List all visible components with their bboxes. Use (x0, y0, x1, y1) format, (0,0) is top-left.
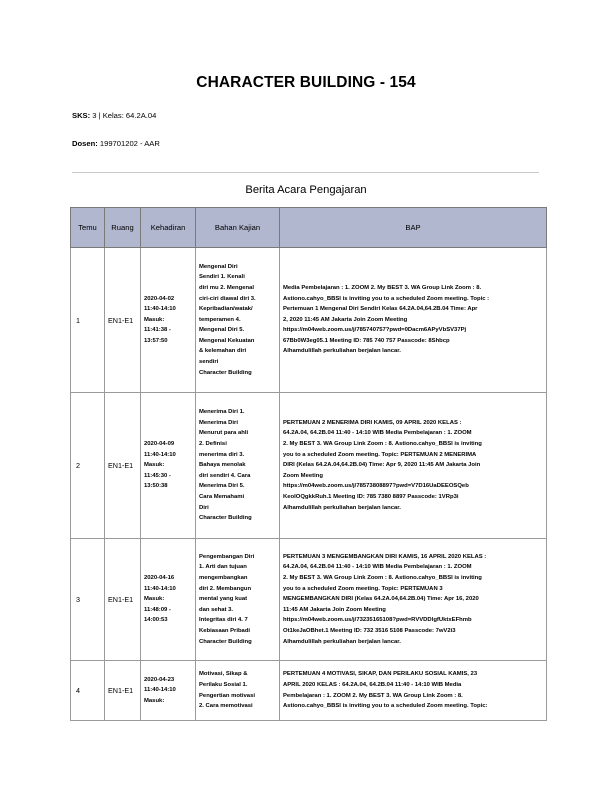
bahan-line: diri mu 2. Mengenal (199, 284, 254, 291)
cell-kehadiran (141, 661, 196, 721)
bahan-line: diri 2. Membangun (199, 585, 252, 592)
bahan-line: mental yang kuat (199, 596, 248, 603)
kehadiran-line: 14:00:53 (144, 617, 168, 624)
bap-line: Alhamdulillah perkuliahan berjalan lancar. (283, 504, 401, 511)
bap-line: Zoom Meeting (283, 472, 323, 479)
bap-line: 64.2A.04, 64.2B.04 11:40 - 14:10 WIB Media Pembelajaran : 1. ZOOM (283, 564, 472, 571)
cell-temu: 4 (71, 661, 105, 721)
bap-line: 2. My BEST 3. WA Group Link Zoom : 8. Astiono.cahyo_BBSI is inviting (283, 441, 482, 448)
table-row (71, 393, 547, 539)
bap-line: https://m04web.zoom.us/j/785740757?pwd=0Dacm6APyVbSV37Pj (283, 327, 467, 334)
kehadiran-line: 11:40-14:10 (144, 687, 176, 694)
bap-line: Astiono.cahyo_BBSI is inviting you to a scheduled Zoom meeting. Topic: (283, 703, 488, 710)
cell-ruang: EN1-E1 (105, 393, 141, 539)
bap-line: 67Bb0W3eg05.1 Meeting ID: 785 740 757 Passcode: 8Shbcp (283, 337, 450, 344)
bap-line: DIRI (Kelas 64.2A.04,64.2B.04) Time: Apr 9, 2020 11:45 AM Jakarta Join (283, 462, 481, 469)
cell-ruang: EN1-E1 (105, 539, 141, 661)
bap-line: Media Pembelajaran : 1. ZOOM 2. My BEST 3. WA Group Link Zoom : 8. (283, 284, 482, 291)
cell-bap (280, 539, 547, 661)
cell-ruang: EN1-E1 (105, 248, 141, 393)
header-bap: BAP (280, 208, 547, 248)
kehadiran-line: Masuk: (144, 316, 165, 323)
bahan-line: ciri-ciri diawal diri 3. (199, 295, 256, 302)
bap-line: https://m04web.zoom.us/j/73235165108?pwd=RVVDDlgfUktxEFhmb (283, 617, 472, 624)
bahan-line: menerima diri 3. (199, 451, 245, 458)
kehadiran-line: 11:41:38 - (144, 327, 171, 334)
dosen-line (72, 139, 160, 148)
table-row (71, 661, 547, 721)
bahan-line: 2. Cara memotivasi (199, 703, 253, 710)
bahan-line: dan sehat 3. (199, 606, 234, 613)
document-title: CHARACTER BUILDING - 154 (196, 74, 416, 91)
kehadiran-line: 13:57:50 (144, 337, 168, 344)
kehadiran-line: 11:40-14:10 (144, 585, 176, 592)
bahan-line: Character Building (199, 515, 252, 522)
cell-bahan-kajian (196, 248, 280, 393)
cell-kehadiran (141, 539, 196, 661)
header-ruang: Ruang (105, 208, 141, 248)
kehadiran-line: 2020-04-09 (144, 441, 175, 448)
kehadiran-line: 11:40-14:10 (144, 451, 176, 458)
bahan-line: Pengembangan Diri (199, 553, 255, 560)
header-bahan-kajian: Bahan Kajian (196, 208, 280, 248)
bahan-line: Motivasi, Sikap & (199, 671, 248, 678)
bahan-line: Mengenal Diri 5. (199, 327, 245, 334)
bap-line: PERTEMUAN 4 MOTIVASI, SIKAP, DAN PERILAKU SOSIAL KAMIS, 23 (283, 671, 478, 678)
kehadiran-line: 2020-04-16 (144, 575, 175, 582)
bap-line: 11:45 AM Jakarta Join Zoom Meeting (283, 606, 386, 613)
dosen-label: Dosen: (72, 139, 98, 148)
bahan-line: Bahaya menolak (199, 462, 246, 469)
bap-line: KeoIOQgkkRuh.1 Meeting ID: 785 7380 8897 Passcode: 1VRp3i (283, 493, 459, 500)
kehadiran-line: Masuk: (144, 462, 165, 469)
bap-line: you to a scheduled Zoom meeting. Topic: PERTEMUAN 2 MENERIMA (283, 451, 477, 458)
bahan-line: Mengenal Kekuatan (199, 337, 255, 344)
bap-line: Alhamdulillah perkuliahan berjalan lancar. (283, 348, 401, 355)
bap-line: Pertemuan 1 Mengenal Diri Sendiri Kelas 64.2A.04,64.2B.04 Time: Apr (283, 306, 478, 313)
cell-temu: 1 (71, 248, 105, 393)
bahan-line: Pengertian motivasi (199, 692, 255, 699)
bahan-line: Mengenal Diri (199, 263, 238, 270)
cell-bap (280, 661, 547, 721)
cell-temu: 2 (71, 393, 105, 539)
bahan-line: Menerima Diri 1. (199, 409, 245, 416)
cell-kehadiran (141, 393, 196, 539)
bahan-line: sendiri (199, 359, 219, 366)
bahan-line: & kelemahan diri (199, 348, 247, 355)
cell-kehadiran (141, 248, 196, 393)
kehadiran-line: 2020-04-23 (144, 676, 175, 683)
bahan-line: diri sendiri 4. Cara (199, 472, 251, 479)
divider (72, 172, 539, 173)
bap-line: Ot1keJaOBhet.1 Meeting ID: 732 3516 5108 Passcode: 7wV2i3 (283, 627, 456, 634)
table-row (71, 539, 547, 661)
dosen-value: 199701202 - AAR (99, 139, 160, 148)
cell-bap (280, 248, 547, 393)
cell-bap (280, 393, 547, 539)
bahan-line: Menerima Diri 5. (199, 483, 245, 490)
bahan-line: 1. Arti dan tujuan (199, 564, 247, 571)
bahan-line: Kepribadian/watak/ (199, 306, 253, 313)
section-title: Berita Acara Pengajaran (245, 184, 367, 196)
bap-line: Pembelajaran : 1. ZOOM 2. My BEST 3. WA Group Link Zoom : 8. (283, 692, 463, 699)
kehadiran-line: 2020-04-02 (144, 295, 175, 302)
cell-bahan-kajian (196, 393, 280, 539)
bap-line: Astiono.cahyo_BBSI is inviting you to a scheduled Zoom meeting. Topic : (283, 295, 490, 302)
kehadiran-line: Masuk: (144, 596, 165, 603)
bap-line: you to a scheduled Zoom meeting. Topic: PERTEMUAN 3 (283, 585, 443, 592)
bahan-line: 2. Definisi (199, 441, 227, 448)
bahan-line: Character Building (199, 638, 252, 645)
sks-line (72, 111, 156, 120)
bap-line: https://m04web.zoom.us/j/78573808897?pwd=V7D16UaDEEOSQeb (283, 483, 469, 490)
bahan-line: temperamen 4. (199, 316, 241, 323)
header-kehadiran: Kehadiran (141, 208, 196, 248)
bap-line: PERTEMUAN 3 MENGEMBANGKAN DIRI KAMIS, 16 APRIL 2020 KELAS : (283, 553, 487, 560)
bap-line: Alhamdulillah perkuliahan berjalan lancar. (283, 638, 401, 645)
bap-line: 2. My BEST 3. WA Group Link Zoom : 8. Astiono.cahyo_BBSI is inviting (283, 575, 482, 582)
table-row (71, 248, 547, 393)
table-header-row (71, 208, 547, 248)
bahan-line: mengembangkan (199, 575, 248, 582)
header-temu: Temu (71, 208, 105, 248)
kehadiran-line: 11:40-14:10 (144, 306, 176, 313)
bahan-line: Sendiri 1. Kenali (199, 274, 245, 281)
bap-line: APRIL 2020 KELAS : 64.2A.04, 64.2B.04 11:40 - 14:10 WIB Media (283, 681, 462, 688)
bahan-line: Diri (199, 504, 209, 511)
bahan-line: Cara Memahami (199, 493, 245, 500)
cell-temu: 3 (71, 539, 105, 661)
bap-table (70, 207, 547, 721)
cell-ruang: EN1-E1 (105, 661, 141, 721)
sks-label: SKS: (72, 111, 91, 120)
bahan-line: Kebiasaan Pribadi (199, 627, 251, 634)
kehadiran-line: 13:50:38 (144, 483, 168, 490)
cell-bahan-kajian (196, 539, 280, 661)
kehadiran-line: Masuk: (144, 697, 165, 704)
bap-line: 64.2A.04, 64.2B.04 11:40 - 14:10 WIB Media Pembelajaran : 1. ZOOM (283, 430, 472, 437)
kehadiran-line: 11:45:30 - (144, 472, 171, 479)
bahan-line: Integritas diri 4. 7 (199, 617, 248, 624)
bahan-line: Menerima Diri (199, 419, 238, 426)
bahan-line: Perilaku Sosial 1. (199, 681, 248, 688)
kehadiran-line: 11:48:09 - (144, 606, 171, 613)
bap-line: PERTEMUAN 2 MENERIMA DIRI KAMIS, 09 APRIL 2020 KELAS : (283, 419, 462, 426)
bap-line: MENGEMBANGKAN DIRI (Kelas 64.2A.04,64.2B.04) Time: Apr 16, 2020 (283, 596, 479, 603)
cell-bahan-kajian (196, 661, 280, 721)
bahan-line: Character Building (199, 369, 252, 376)
bahan-line: Menurut para ahli (199, 430, 249, 437)
bap-line: 2, 2020 11:45 AM Jakarta Join Zoom Meeting (283, 316, 408, 323)
sks-value: 3 | Kelas: 64.2A.04 (92, 111, 157, 120)
